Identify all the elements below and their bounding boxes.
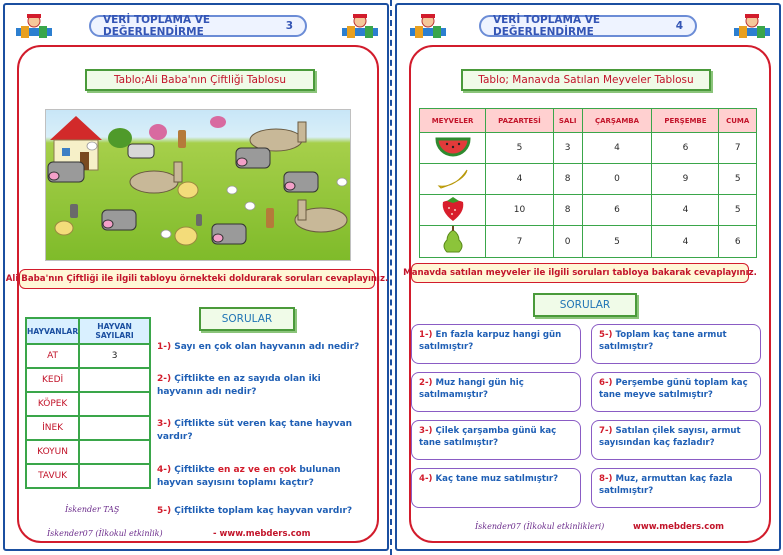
page-header — [89, 15, 307, 37]
sales-value: 7 — [486, 226, 554, 258]
animal-name: TAVUK — [26, 464, 79, 488]
table-row — [26, 416, 150, 440]
animal-name: KEDİ — [26, 368, 79, 392]
column-header: SALI — [553, 109, 582, 133]
table-row — [26, 368, 150, 392]
sales-value: 10 — [486, 195, 554, 226]
question-text: Çilek çarşamba günü kaç tane satılmıştır? — [419, 426, 557, 448]
pear-icon — [435, 226, 471, 254]
table-title: Tablo;Ali Baba'nın Çiftliği Tablosu — [85, 69, 315, 91]
question-4 — [411, 468, 581, 508]
sorular-banner: SORULAR — [533, 293, 637, 317]
animal-name: KÖPEK — [26, 392, 79, 416]
column-header: CUMA — [719, 109, 757, 133]
sales-value: 8 — [553, 195, 582, 226]
footer-credit: İskender07 (İlkokul etkinlikleri) — [475, 522, 605, 531]
banana-icon — [435, 166, 471, 190]
sales-value: 5 — [582, 226, 652, 258]
question-number: 5-) — [599, 330, 613, 340]
animal-count-cell[interactable] — [79, 464, 150, 488]
column-header: MEYVELER — [420, 109, 486, 133]
column-header: PERŞEMBE — [652, 109, 719, 133]
question-2 — [157, 373, 347, 399]
question-text: Çiftlikte süt veren kaç tane hayvan vardır? — [157, 419, 353, 442]
question-4 — [157, 464, 357, 490]
question-number: 5-) — [157, 506, 172, 516]
sales-value: 4 — [652, 226, 719, 258]
question-text: Çiftlikte en az sayıda olan iki hayvanın adı nedir? — [157, 374, 321, 397]
question-number: 1-) — [157, 342, 172, 352]
table-row — [26, 464, 150, 488]
sales-value: 4 — [486, 164, 554, 195]
question-number: 8-) — [599, 474, 613, 484]
author-signature: İskender TAŞ — [65, 505, 120, 514]
instruction-banner: Manavda satılan meyveler ile ilgili soruları tabloya bakarak cevaplayınız. — [411, 263, 749, 283]
question-text: Sayı en çok olan hayvanın adı nedir? — [174, 342, 360, 352]
question-6 — [591, 372, 761, 412]
sales-value: 5 — [719, 164, 757, 195]
header-title: VERİ TOPLAMA VE DEĞERLENDİRME — [103, 14, 211, 38]
sales-value: 8 — [553, 164, 582, 195]
sales-value: 0 — [582, 164, 652, 195]
question-number: 3-) — [419, 426, 433, 436]
table-row — [420, 226, 757, 258]
question-number: 2-) — [157, 374, 172, 384]
question-7 — [591, 420, 761, 460]
worksheet-page-3 — [3, 3, 389, 551]
fruit-sales-table — [419, 108, 757, 258]
question-text: bulunan hayvan sayısını toplamı kaçtır? — [157, 465, 341, 488]
question-text: Kaç tane muz satılmıştır? — [435, 474, 559, 484]
fruit-cell — [420, 195, 486, 226]
question-3 — [411, 420, 581, 460]
question-5 — [591, 324, 761, 364]
fruit-cell — [420, 133, 486, 164]
table-header-row — [420, 109, 757, 133]
sales-value: 4 — [582, 133, 652, 164]
sales-value: 4 — [652, 195, 719, 226]
question-5 — [157, 505, 369, 518]
fruit-cell — [420, 164, 486, 195]
question-number: 7-) — [599, 426, 613, 436]
footer-website[interactable]: - www.mebders.com — [213, 529, 311, 539]
question-text: En fazla karpuz hangi gün satılmıştır? — [419, 330, 562, 352]
mascot-icon — [407, 12, 449, 42]
footer-credit: İskender07 (İlkokul etkinlik) — [47, 529, 163, 538]
table-row — [26, 344, 150, 368]
animal-count-table — [25, 317, 151, 489]
column-header: ÇARŞAMBA — [582, 109, 652, 133]
question-text: Çiftlikte toplam kaç hayvan vardır? — [174, 506, 353, 516]
sales-value: 5 — [719, 195, 757, 226]
footer-website[interactable]: www.mebders.com — [633, 522, 725, 532]
table-row — [420, 133, 757, 164]
animal-count-cell[interactable] — [79, 416, 150, 440]
column-header: HAYVAN SAYILARI — [79, 318, 150, 344]
page-divider — [390, 0, 393, 555]
column-header: PAZARTESİ — [486, 109, 554, 133]
animal-count-cell[interactable] — [79, 392, 150, 416]
animal-count-cell[interactable] — [79, 368, 150, 392]
question-number: 4-) — [157, 465, 172, 475]
column-header: HAYVANLAR — [26, 318, 79, 344]
question-8 — [591, 468, 761, 508]
animal-count-cell[interactable]: 3 — [79, 344, 150, 368]
mascot-icon — [731, 12, 773, 42]
animal-name: İNEK — [26, 416, 79, 440]
sales-value: 6 — [582, 195, 652, 226]
question-number: 3-) — [157, 419, 172, 429]
question-text: Muz hangi gün hiç satılmamıştır? — [419, 378, 524, 400]
question-1 — [157, 341, 369, 354]
table-row — [420, 195, 757, 226]
header-title: VERİ TOPLAMA VE DEĞERLENDİRME — [493, 14, 601, 38]
question-3 — [157, 418, 357, 444]
sales-value: 6 — [719, 226, 757, 258]
sales-value: 0 — [553, 226, 582, 258]
page-number: 3 — [285, 20, 293, 32]
farm-illustration — [45, 109, 351, 261]
page-header — [479, 15, 697, 37]
table-header-row — [26, 318, 150, 344]
instruction-banner: Ali Baba'nın Çiftliği ile ilgili tabloyu örnekteki doldurarak soruları cevaplayınız. — [19, 269, 375, 289]
strawberry-icon — [435, 196, 471, 222]
mascot-icon — [339, 12, 381, 42]
sales-value: 7 — [719, 133, 757, 164]
question-text: Satılan çilek sayısı, armut sayısından kaç fazladır? — [599, 426, 741, 448]
sorular-banner: SORULAR — [199, 307, 295, 331]
question-number: 1-) — [419, 330, 433, 340]
question-text: Çiftlikte — [174, 465, 218, 475]
animal-name: KOYUN — [26, 440, 79, 464]
table-title: Tablo; Manavda Satılan Meyveler Tablosu — [461, 69, 711, 91]
question-2 — [411, 372, 581, 412]
page-number: 4 — [675, 20, 683, 32]
question-highlight: en az ve en çok — [217, 465, 297, 475]
question-text: Toplam kaç tane armut satılmıştır? — [599, 330, 727, 352]
sales-value: 6 — [652, 133, 719, 164]
worksheet-page-4 — [395, 3, 781, 551]
question-text: Muz, armuttan kaç fazla satılmıştır? — [599, 474, 733, 496]
table-row — [26, 392, 150, 416]
question-number: 6-) — [599, 378, 613, 388]
animal-count-cell[interactable] — [79, 440, 150, 464]
sales-value: 3 — [553, 133, 582, 164]
animal-name: AT — [26, 344, 79, 368]
sales-value: 5 — [486, 133, 554, 164]
question-text: Perşembe günü toplam kaç tane meyve satılmıştır? — [599, 378, 748, 400]
table-row — [26, 440, 150, 464]
question-1 — [411, 324, 581, 364]
table-row — [420, 164, 757, 195]
question-number: 2-) — [419, 378, 433, 388]
question-number: 4-) — [419, 474, 433, 484]
watermelon-icon — [435, 136, 471, 158]
farm-scene-icon — [46, 110, 351, 261]
mascot-icon — [13, 12, 55, 42]
sales-value: 9 — [652, 164, 719, 195]
fruit-cell — [420, 226, 486, 258]
